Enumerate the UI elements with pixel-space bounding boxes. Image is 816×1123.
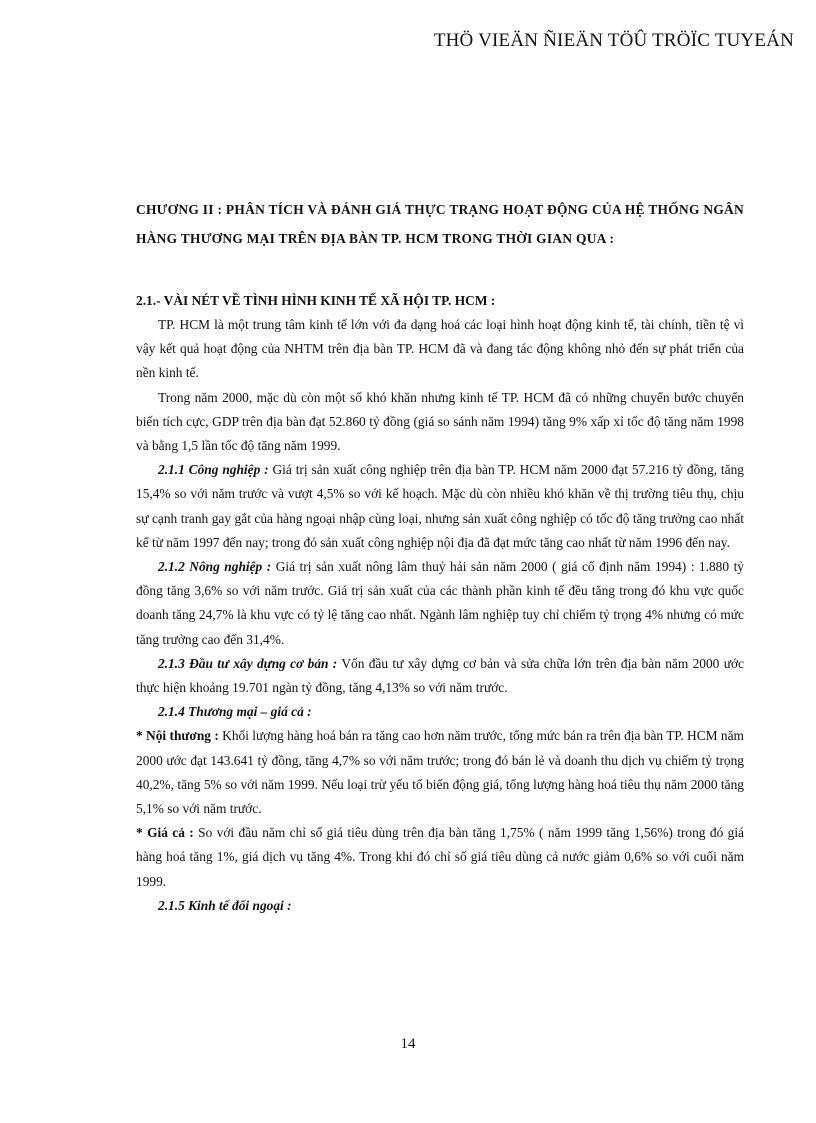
section-heading: 2.1.- VÀI NÉT VỀ TÌNH HÌNH KINH TẾ XÃ HỘI TP. HCM : bbox=[136, 293, 496, 308]
subsection-industry-heading: 2.1.1 Công nghiệp : bbox=[158, 462, 269, 478]
subsection-foreign-economy-heading: 2.1.5 Kinh tế đối ngoại : bbox=[158, 897, 292, 913]
prices-paragraph bbox=[136, 821, 744, 894]
subsection-industry-text: Giá trị sản xuất công nghiệp trên địa bàn TP. HCM năm 2000 đạt 57.216 tỷ đồng, tăng 15,4% so với năm trước và vượt 4,5% so với kế hoạch. Mặc dù còn nhiều khó khăn về thị trường tiêu thụ, chịu sự cạnh tranh gay gắt của hàng ngoại nhập cùng loại, nhưng sản xuất công nghiệp có tốc độ tăng trưởng cao nhất kể từ năm 1997 đến nay; trong đó sản xuất công nghiệp nội địa đã đạt mức tăng cao nhất từ năm 1996 đến nay. bbox=[136, 462, 744, 550]
subsection-trade-heading: 2.1.4 Thương mại – giá cả : bbox=[158, 704, 312, 720]
subsection-investment bbox=[136, 652, 744, 700]
domestic-trade-paragraph bbox=[136, 724, 744, 821]
page-content bbox=[136, 195, 744, 918]
paragraph-gdp: Trong năm 2000, mặc dù còn một số khó khăn nhưng kinh tế TP. HCM đã có những chuyển bước chuyển biến tích cực, GDP trên địa bàn đạt 52.860 tỷ đồng (giá so sánh năm 1994) tăng 9% xấp xỉ tốc độ tăng năm 1998 và bằng 1,5 lần tốc độ tăng năm 1999. bbox=[136, 389, 744, 454]
domestic-trade-text: Khối lượng hàng hoá bán ra tăng cao hơn năm trước, tổng mức bán ra trên địa bàn TP. HCM năm 2000 ước đạt 143.641 tỷ đồng, tăng 4,7% so với năm trước; trong đó bán lẻ và doanh thu dịch vụ chiếm tỷ trọng 40,2%, tăng 5% so với năm 1999. Nếu loại trừ yếu tố biến động giá, tổng lượng hàng hoá tiêu thụ năm 2000 tăng 5,1% so với năm trước. bbox=[136, 728, 744, 817]
domestic-trade-label: * Nội thương : bbox=[136, 728, 219, 744]
subsection-agriculture-text: Giá trị sản xuất nông lâm thuỷ hải sản năm 2000 ( giá cố định năm 1994) : 1.880 tỷ đồng tăng 3,6% so với năm trước. Giá trị sản xuất của các thành phần kinh tế đều tăng trong đó khu vực quốc doanh tăng 24,7% là khu vực có tỷ lệ tăng cao nhất. Ngành lâm nghiệp tuy chỉ chiếm tỷ trọng 4% nhưng có mức tăng trưởng cao đến 31,4%. bbox=[136, 559, 744, 647]
prices-label: * Giá cả : bbox=[136, 825, 194, 841]
library-header: THÖ VIEÄN ÑIEÄN TÖÛ TRÖÏC TUYEÁN bbox=[433, 30, 794, 51]
prices-text: So với đầu năm chỉ số giá tiêu dùng trên địa bàn tăng 1,75% ( năm 1999 tăng 1,56%) trong đó giá hàng hoá tăng 1%, giá dịch vụ tăng 4%. Trong khi đó chỉ số giá tiêu dùng cả nước giảm 0,6% so với cuối năm 1999. bbox=[136, 825, 744, 889]
subsection-industry bbox=[136, 458, 744, 555]
subsection-agriculture bbox=[136, 555, 744, 652]
subsection-investment-heading: 2.1.3 Đầu tư xây dựng cơ bản : bbox=[158, 655, 338, 671]
subsection-investment-text: Vốn đầu tư xây dựng cơ bản và sửa chữa lớn trên địa bàn năm 2000 ước thực hiện khoảng 19.701 ngàn tỷ đồng, tăng 4,13% so với năm trước. bbox=[136, 655, 744, 696]
chapter-title: CHƯƠNG II : PHÂN TÍCH VÀ ĐÁNH GIÁ THỰC TRẠNG HOẠT ĐỘNG CỦA HỆ THỐNG NGÂN HÀNG THƯƠNG MẠI TRÊN ĐỊA BÀN TP. HCM TRONG THỜI GIAN QUA : bbox=[136, 202, 744, 246]
page-number: 14 bbox=[400, 1036, 416, 1052]
paragraph-intro: TP. HCM là một trung tâm kinh tế lớn với đa dạng hoá các loại hình hoạt động kinh tế, tài chính, tiền tệ vì vậy kết quả hoạt động của NHTM trên địa bàn TP. HCM đã và đang tác động không nhỏ đến sự phát triển của nền kinh tế. bbox=[136, 317, 744, 381]
subsection-agriculture-heading: 2.1.2 Nông nghiệp : bbox=[158, 559, 272, 575]
